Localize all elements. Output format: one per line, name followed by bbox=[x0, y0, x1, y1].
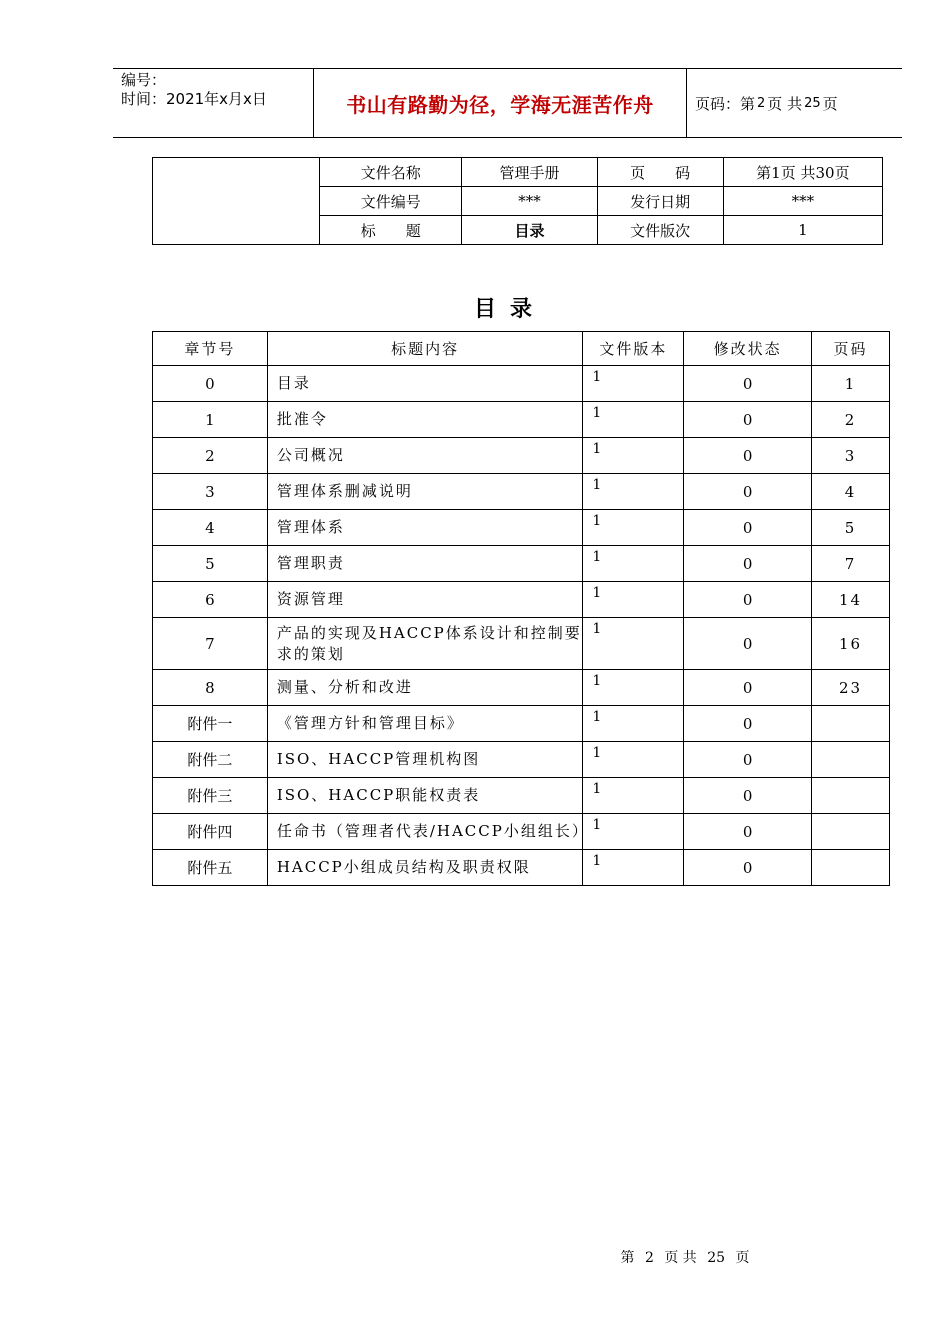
toc-header-row bbox=[153, 332, 890, 366]
chapter-cell: 7 bbox=[153, 618, 268, 670]
page-cell: 2 bbox=[812, 402, 890, 438]
version-value: 1 bbox=[723, 216, 882, 245]
status-cell: 0 bbox=[684, 670, 812, 706]
header-page-mid: 页 共 bbox=[767, 94, 803, 113]
status-cell: 0 bbox=[684, 510, 812, 546]
header-divider bbox=[686, 69, 687, 137]
version-cell: 1 bbox=[583, 366, 684, 402]
header-page-prefix: 页码：第 bbox=[695, 94, 756, 113]
time-label: 时间：2021年x月x日 bbox=[121, 90, 267, 108]
col-header-chapter: 章节号 bbox=[153, 332, 268, 366]
col-header-status: 修改状态 bbox=[684, 332, 812, 366]
table-row bbox=[153, 510, 890, 546]
status-cell: 0 bbox=[684, 814, 812, 850]
title-cell: 产品的实现及HACCP体系设计和控制要求的策划 bbox=[267, 618, 583, 670]
title-cell: 管理职责 bbox=[267, 546, 583, 582]
header-page-suffix: 页 bbox=[822, 94, 838, 113]
title-cell: 测量、分析和改进 bbox=[267, 670, 583, 706]
chapter-cell: 1 bbox=[153, 402, 268, 438]
chapter-cell: 2 bbox=[153, 438, 268, 474]
status-cell: 0 bbox=[684, 778, 812, 814]
table-row bbox=[153, 438, 890, 474]
title-cell: 任命书（管理者代表/HACCP小组组长） bbox=[267, 814, 583, 850]
page-cell: 3 bbox=[812, 438, 890, 474]
version-label: 文件版次 bbox=[597, 216, 723, 245]
table-row bbox=[153, 546, 890, 582]
version-cell: 1 bbox=[583, 438, 684, 474]
table-row bbox=[153, 474, 890, 510]
header-page-number bbox=[695, 69, 838, 137]
version-cell: 1 bbox=[583, 706, 684, 742]
col-header-version: 文件版本 bbox=[583, 332, 684, 366]
version-cell: 1 bbox=[583, 402, 684, 438]
chapter-cell: 4 bbox=[153, 510, 268, 546]
title-cell: HACCP小组成员结构及职责权限 bbox=[267, 850, 583, 886]
page-cell: 1 bbox=[812, 366, 890, 402]
status-cell: 0 bbox=[684, 618, 812, 670]
status-cell: 0 bbox=[684, 850, 812, 886]
chapter-cell: 附件四 bbox=[153, 814, 268, 850]
title-value: 目录 bbox=[462, 216, 597, 245]
page-title: 目录 bbox=[473, 297, 546, 322]
version-cell: 1 bbox=[583, 778, 684, 814]
status-cell: 0 bbox=[684, 366, 812, 402]
page-cell bbox=[812, 706, 890, 742]
status-cell: 0 bbox=[684, 706, 812, 742]
date-value: *** bbox=[723, 187, 882, 216]
header-page-current: 2 bbox=[757, 95, 766, 111]
table-row bbox=[153, 402, 890, 438]
header-page-total: 25 bbox=[804, 95, 821, 111]
title-cell: 《管理方针和管理目标》 bbox=[267, 706, 583, 742]
version-cell: 1 bbox=[583, 814, 684, 850]
status-cell: 0 bbox=[684, 742, 812, 778]
footer-current: 2 bbox=[644, 1250, 654, 1266]
title-cell: 目录 bbox=[267, 366, 583, 402]
chapter-cell: 3 bbox=[153, 474, 268, 510]
table-row bbox=[153, 778, 890, 814]
page-cell: 5 bbox=[812, 510, 890, 546]
col-header-page: 页码 bbox=[812, 332, 890, 366]
table-row bbox=[153, 366, 890, 402]
page-cell bbox=[812, 742, 890, 778]
title-cell: ISO、HACCP职能权责表 bbox=[267, 778, 583, 814]
running-header bbox=[113, 68, 902, 138]
table-row bbox=[153, 582, 890, 618]
title-label: 标 题 bbox=[320, 216, 462, 245]
code-value: *** bbox=[462, 187, 597, 216]
logo-cell bbox=[153, 158, 320, 245]
page-cell: 23 bbox=[812, 670, 890, 706]
status-cell: 0 bbox=[684, 402, 812, 438]
page-label: 页 码 bbox=[597, 158, 723, 187]
title-cell: ISO、HACCP管理机构图 bbox=[267, 742, 583, 778]
table-row bbox=[153, 742, 890, 778]
version-cell: 1 bbox=[583, 742, 684, 778]
page-cell bbox=[812, 850, 890, 886]
title-cell: 公司概况 bbox=[267, 438, 583, 474]
page-cell: 4 bbox=[812, 474, 890, 510]
header-motto: 书山有路勤为径，学海无涯苦作舟 bbox=[346, 92, 654, 117]
date-label: 发行日期 bbox=[597, 187, 723, 216]
page-cell: 16 bbox=[812, 618, 890, 670]
version-cell: 1 bbox=[583, 850, 684, 886]
title-cell: 管理体系 bbox=[267, 510, 583, 546]
serial-label: 编号： bbox=[121, 71, 167, 89]
page-footer bbox=[0, 1247, 950, 1267]
chapter-cell: 0 bbox=[153, 366, 268, 402]
table-row bbox=[153, 850, 890, 886]
page-cell bbox=[812, 778, 890, 814]
page-cell bbox=[812, 814, 890, 850]
version-cell: 1 bbox=[583, 670, 684, 706]
chapter-cell: 附件二 bbox=[153, 742, 268, 778]
status-cell: 0 bbox=[684, 474, 812, 510]
toc-body bbox=[153, 366, 890, 886]
footer-prefix: 第 bbox=[620, 1250, 635, 1266]
footer-mid: 页 共 bbox=[664, 1250, 697, 1266]
chapter-cell: 附件一 bbox=[153, 706, 268, 742]
footer-suffix: 页 bbox=[735, 1250, 750, 1266]
version-cell: 1 bbox=[583, 546, 684, 582]
chapter-cell: 5 bbox=[153, 546, 268, 582]
version-cell: 1 bbox=[583, 582, 684, 618]
version-cell: 1 bbox=[583, 510, 684, 546]
code-label: 文件编号 bbox=[320, 187, 462, 216]
table-row bbox=[153, 618, 890, 670]
table-row bbox=[153, 706, 890, 742]
status-cell: 0 bbox=[684, 546, 812, 582]
page-cell: 14 bbox=[812, 582, 890, 618]
title-cell: 管理体系删减说明 bbox=[267, 474, 583, 510]
page-cell: 7 bbox=[812, 546, 890, 582]
footer-total: 25 bbox=[707, 1250, 726, 1266]
chapter-cell: 8 bbox=[153, 670, 268, 706]
col-header-title: 标题内容 bbox=[267, 332, 583, 366]
chapter-cell: 6 bbox=[153, 582, 268, 618]
header-meta bbox=[121, 71, 311, 109]
title-cell: 资源管理 bbox=[267, 582, 583, 618]
title-cell: 批准令 bbox=[267, 402, 583, 438]
name-label: 文件名称 bbox=[320, 158, 462, 187]
version-cell: 1 bbox=[583, 618, 684, 670]
table-row bbox=[153, 670, 890, 706]
page-value: 第1页 共30页 bbox=[723, 158, 882, 187]
table-row bbox=[153, 814, 890, 850]
document-info-table bbox=[152, 157, 883, 245]
status-cell: 0 bbox=[684, 582, 812, 618]
status-cell: 0 bbox=[684, 438, 812, 474]
chapter-cell: 附件五 bbox=[153, 850, 268, 886]
name-value: 管理手册 bbox=[462, 158, 597, 187]
toc-table bbox=[152, 331, 890, 886]
chapter-cell: 附件三 bbox=[153, 778, 268, 814]
version-cell: 1 bbox=[583, 474, 684, 510]
